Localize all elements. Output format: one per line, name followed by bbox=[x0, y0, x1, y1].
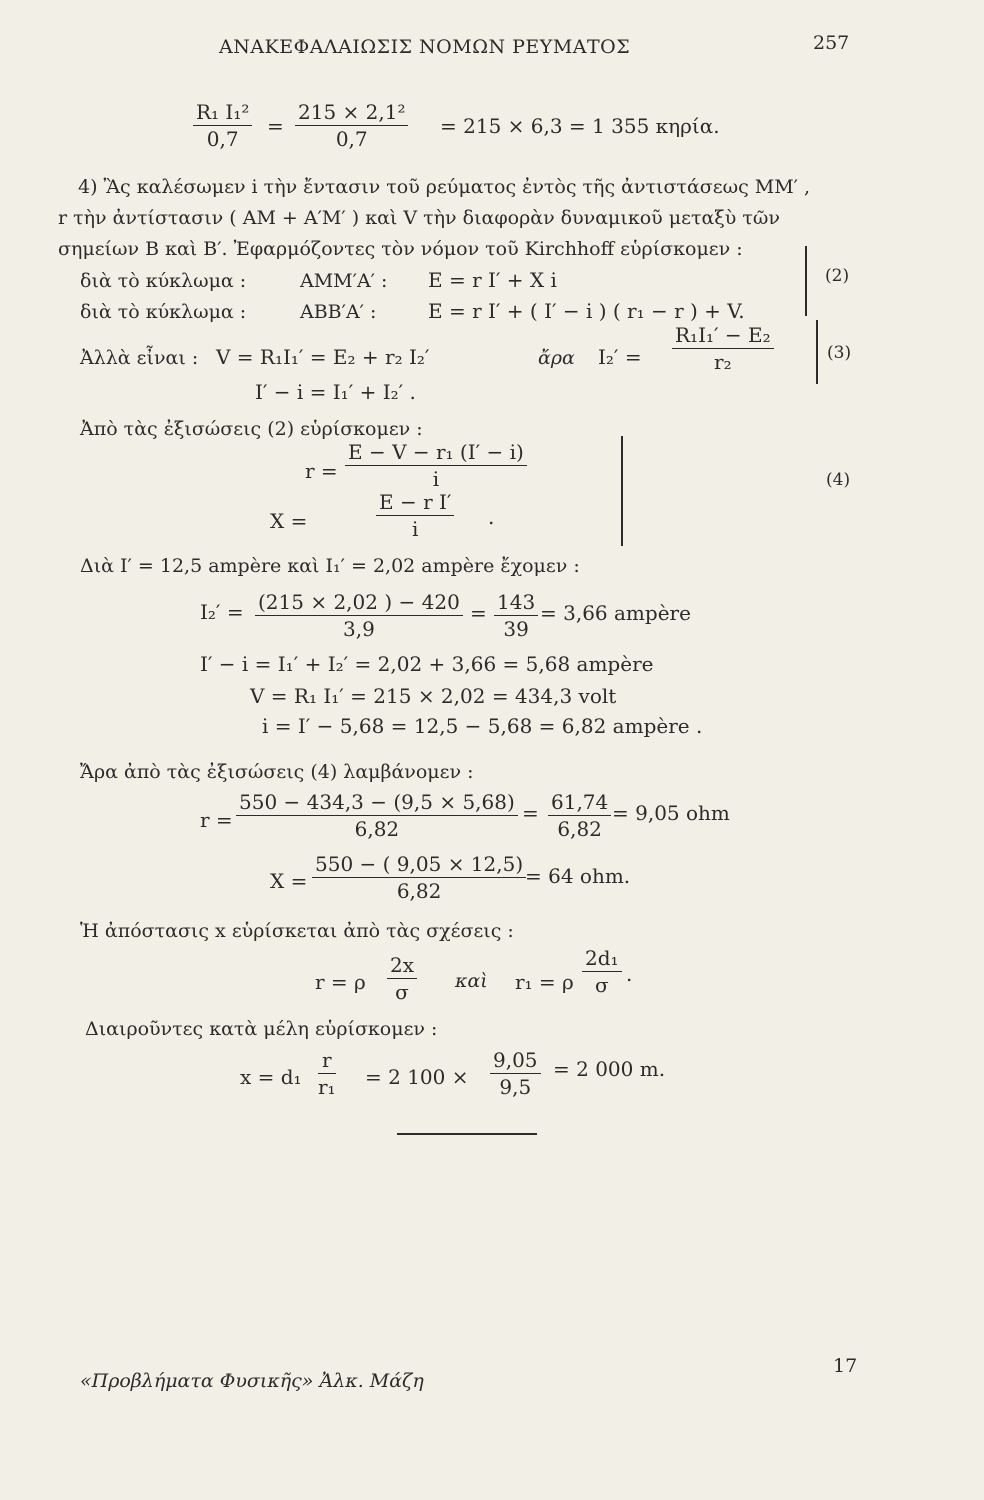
equation-result: = 3,66 ampère bbox=[540, 601, 691, 625]
fraction-denominator: 6,82 bbox=[557, 817, 602, 841]
given-values: Διὰ I′ = 12,5 ampère καὶ I₁′ = 2,02 ampère ἔχομεν : bbox=[80, 555, 580, 577]
lead-text: Ἡ ἀπόστασις x εὑρίσκεται ἀπὸ τὰς σχέσεις : bbox=[80, 920, 514, 942]
fraction-denominator: 39 bbox=[503, 617, 529, 641]
fraction-numerator: 9,05 bbox=[490, 1048, 541, 1074]
fraction-denominator: σ bbox=[395, 980, 409, 1004]
fraction-denominator: 9,5 bbox=[499, 1075, 532, 1099]
fraction-numeric bbox=[490, 1048, 541, 1099]
equals-sign: = bbox=[470, 601, 487, 625]
punctuation: . bbox=[626, 962, 633, 986]
fraction-denominator: i bbox=[432, 467, 440, 491]
fraction-numerator: R₁I₁′ − E₂ bbox=[672, 323, 774, 349]
equals-sign: = bbox=[267, 114, 284, 138]
section-divider bbox=[397, 1133, 537, 1135]
punctuation: . bbox=[488, 505, 495, 529]
paragraph-line: r τὴν ἀντίστασιν ( ΑΜ + Α′Μ′ ) καὶ V τὴν διαφορὰν δυναμικοῦ μεταξὺ τῶν bbox=[58, 207, 780, 229]
footer-source: «Προβλήματα Φυσικῆς» Ἀλκ. Μάζη bbox=[80, 1370, 424, 1392]
printer-signature: 17 bbox=[833, 1355, 858, 1377]
lead-text: Ἀπὸ τὰς ἐξισώσεις (2) εὑρίσκομεν : bbox=[80, 418, 423, 440]
paragraph-line: σημείων Β καὶ Β′. Ἐφαρμόζοντες τὸν νόμον τοῦ Kirchhoff εὑρίσκομεν : bbox=[58, 238, 743, 260]
fraction-denominator: 0,7 bbox=[335, 127, 368, 151]
page-number: 257 bbox=[813, 32, 850, 54]
fraction-denominator: 0,7 bbox=[206, 127, 239, 151]
equation-tag: (4) bbox=[826, 470, 851, 490]
fraction-numerator: r bbox=[318, 1048, 336, 1074]
equation-lhs: I₂′ = bbox=[598, 345, 642, 369]
fraction-denominator: 6,82 bbox=[396, 879, 442, 903]
equation-tag: (2) bbox=[825, 266, 850, 286]
lead-text: Διαιροῦντες κατὰ μέλη εὑρίσκομεν : bbox=[85, 1018, 438, 1040]
equation-lhs: I₂′ = bbox=[200, 600, 244, 624]
fraction-numerator: 2d₁ bbox=[582, 946, 622, 972]
fraction-numerator: R₁ I₁² bbox=[193, 100, 252, 126]
fraction-denominator: r₂ bbox=[714, 350, 732, 374]
equation: I′ − i = I₁′ + I₂′ . bbox=[255, 380, 416, 404]
equation-lhs: x = d₁ bbox=[240, 1065, 302, 1089]
system-bracket bbox=[805, 246, 807, 316]
fraction-i2-numeric bbox=[255, 590, 463, 641]
fraction-r bbox=[345, 440, 527, 491]
equation: I′ − i = I₁′ + I₂′ = 2,02 + 3,66 = 5,68 ampère bbox=[200, 652, 654, 676]
fraction-denominator: 6,82 bbox=[354, 817, 400, 841]
fraction-numerator: 550 − 434,3 − (9,5 × 5,68) bbox=[236, 790, 518, 816]
equation-label: διὰ τὸ κύκλωμα : bbox=[80, 301, 247, 323]
equation-lhs: r = bbox=[200, 808, 233, 832]
equation: i = I′ − 5,68 = 12,5 − 5,68 = 6,82 ampère . bbox=[262, 714, 703, 738]
fraction-numerator: 215 × 2,1² bbox=[295, 100, 408, 126]
equation-result: = 64 ohm. bbox=[525, 864, 631, 888]
equation: E = r I′ + ( I′ − i ) ( r₁ − r ) + V. bbox=[428, 299, 745, 323]
fraction-denominator: i bbox=[412, 517, 419, 541]
fraction-numerator: E − r I′ bbox=[376, 490, 454, 516]
equation: V = R₁I₁′ = E₂ + r₂ I₂′ bbox=[216, 345, 430, 369]
fraction-denominator: σ bbox=[594, 973, 609, 997]
fraction-denominator: r₁ bbox=[318, 1075, 336, 1099]
running-title: ΑΝΑΚΕΦΑΛΑΙΩΣΙΣ ΝΟΜΩΝ ΡΕΥΜΑΤΟΣ bbox=[219, 36, 631, 58]
equation-lhs: r₁ = ρ bbox=[515, 970, 574, 994]
paragraph-line: 4) Ἂς καλέσωμεν i τὴν ἔντασιν τοῦ ρεύματος ἐντὸς τῆς ἀντιστάσεως ΜΜ′ , bbox=[78, 176, 811, 198]
fraction-numerator: (215 × 2,02 ) − 420 bbox=[255, 590, 463, 616]
equation-result: = 215 × 6,3 = 1 355 κηρία. bbox=[440, 114, 720, 138]
fraction-numerator: 143 bbox=[494, 590, 538, 616]
equation-result: = 9,05 ohm bbox=[612, 801, 730, 825]
equation-lhs: r = ρ bbox=[315, 970, 366, 994]
fraction-numerator: 550 − ( 9,05 × 12,5) bbox=[312, 852, 526, 878]
equation-result: = 2 000 m. bbox=[553, 1057, 666, 1081]
conjunction: ἄρα bbox=[538, 347, 575, 369]
equation: V = R₁ I₁′ = 215 × 2,02 = 434,3 volt bbox=[250, 684, 617, 708]
fraction-numerator: E − V − r₁ (I′ − i) bbox=[345, 440, 527, 466]
fraction-numerator: 61,74 bbox=[548, 790, 611, 816]
circuit-name: ΑΒΒ′Α′ : bbox=[300, 301, 377, 323]
lead-text: Ἀλλὰ εἶναι : bbox=[80, 347, 199, 369]
equation-lhs: r = bbox=[305, 459, 338, 483]
circuit-name: ΑΜΜ′Α′ : bbox=[300, 270, 388, 292]
fraction-mid bbox=[295, 100, 408, 151]
equation-label: διὰ τὸ κύκλωμα : bbox=[80, 270, 247, 292]
equation-lhs: X = bbox=[270, 509, 308, 533]
fraction-x-numeric bbox=[312, 852, 526, 903]
lead-text: Ἄρα ἀπὸ τὰς ἐξισώσεις (4) λαμβάνομεν : bbox=[80, 761, 474, 783]
fraction-i2-simplified bbox=[494, 590, 538, 641]
system-bracket bbox=[816, 320, 818, 384]
system-bracket bbox=[621, 436, 623, 546]
equals-sign: = bbox=[522, 801, 539, 825]
equation-lhs: X = bbox=[270, 869, 308, 893]
fraction-i2 bbox=[672, 323, 774, 374]
fraction-denominator: 3,9 bbox=[342, 617, 375, 641]
fraction-lhs bbox=[193, 100, 252, 151]
fraction-r-over-r1 bbox=[318, 1048, 336, 1099]
fraction-r1-distance bbox=[582, 946, 622, 997]
fraction-r-distance bbox=[387, 953, 417, 1004]
equation: E = r I′ + X i bbox=[428, 268, 557, 292]
fraction-r-simplified bbox=[548, 790, 611, 841]
conjunction: καὶ bbox=[455, 970, 488, 992]
fraction-x bbox=[376, 490, 454, 541]
equation-tag: (3) bbox=[827, 343, 852, 363]
fraction-numerator: 2x bbox=[387, 953, 417, 979]
fraction-r-numeric bbox=[236, 790, 518, 841]
equation: = 2 100 × bbox=[365, 1065, 469, 1089]
